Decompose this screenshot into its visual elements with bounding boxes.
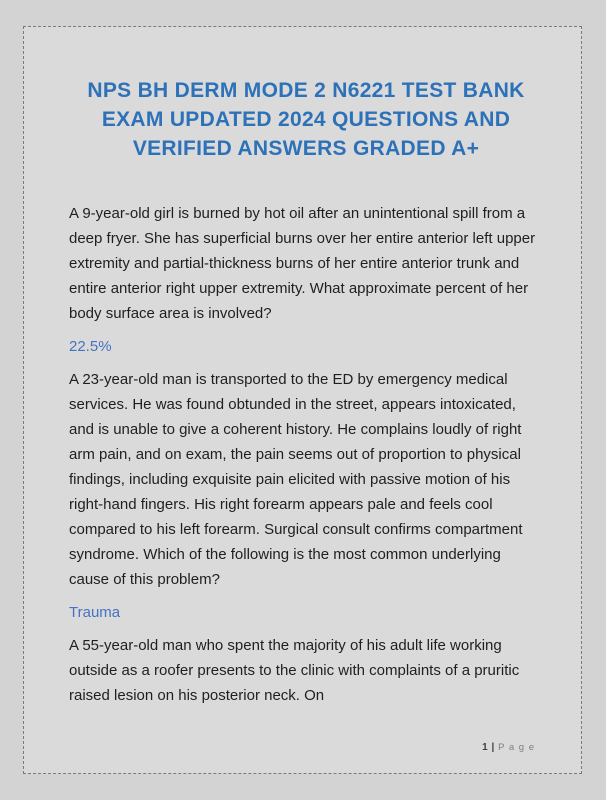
question-text: A 23-year-old man is transported to the ED by emergency medical services. He was found obtunded in the street, appears intoxicated, and is unable to give a coherent history. He complains loudly of right arm pain, and on exam, the pain seems out of proportion to physical findings, including exquisite pain elicited with passive motion of his right-hand fingers. His right forearm appears pale and feels cool compared to his left forearm. Surgical consult confirms compartment syndrome. Which of the following is the most common underlying cause of this problem? [69,371,523,588]
answer-text: Trauma [69,604,121,621]
question-text: A 9-year-old girl is burned by hot oil after an unintentional spill from a deep fryer. She has superficial burns over her entire anterior left upper extremity and partial-thickness burns of her entire anterior trunk and entire anterior right upper extremity. What approximate percent of her body surface area is involved? [69,205,536,322]
page-number: 1 [482,742,488,753]
page-footer [482,742,535,753]
page-content [24,27,581,708]
footer-page-label: P a g e [498,742,535,753]
document-page [23,26,582,774]
document-title-line: EXAM UPDATED 2024 QUESTIONS AND [101,108,511,131]
document-title-line: VERIFIED ANSWERS GRADED A+ [132,137,480,160]
question-text: A 55-year-old man who spent the majority of his adult life working outside as a roofer presents to the clinic with complaints of a pruritic raised lesion on his posterior neck. On [69,637,520,704]
document-title [69,76,543,163]
qa-list [69,201,543,708]
answer-text: 22.5% [69,338,112,355]
footer-separator: | [491,742,495,753]
document-title-line: NPS BH DERM MODE 2 N6221 TEST BANK [87,79,525,102]
